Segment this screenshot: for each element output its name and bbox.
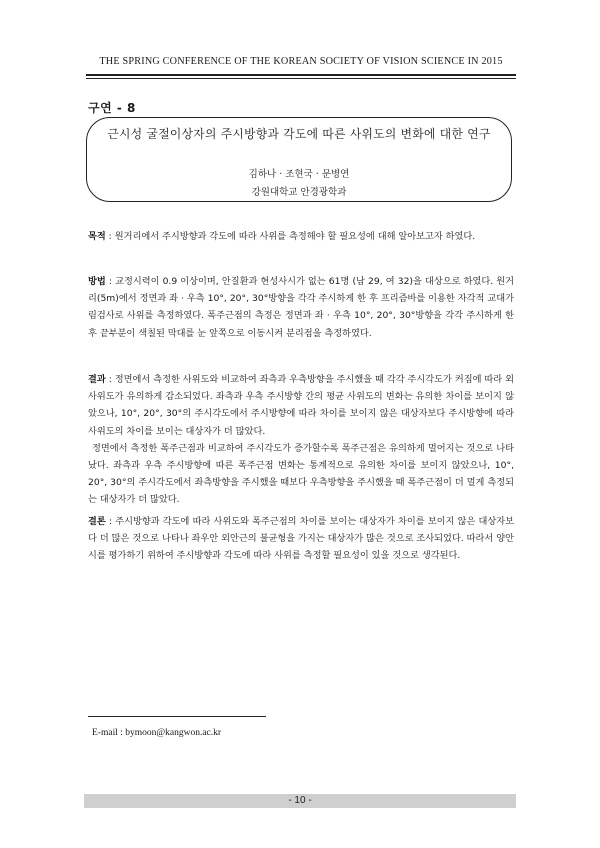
title-box	[86, 117, 512, 202]
section-result	[88, 371, 514, 509]
section-conclusion-text: 주시방향과 각도에 따라 사위도와 폭주근점의 차이를 보이는 대상자가 차이를 보이지 않은 대상자보다 더 많은 것으로 나타나 좌우안 외안근의 불균형을 가지는 대상자가 많은 것으로 조사되었다. 따라서 양안시를 평가하기 위하여 주시방향과 각도에 따라 사위를 측정할 필요성이 있을 것으로 생각된다.	[88, 516, 514, 562]
section-purpose	[88, 228, 514, 245]
section-result-label: 결과	[88, 374, 106, 385]
section-purpose-text: 원거리에서 주시방향과 각도에 따라 사위를 측정해야 할 필요성에 대해 알아보고자 하였다.	[114, 231, 476, 242]
header-rule-thick	[86, 74, 516, 76]
section-conclusion-label: 결론	[88, 516, 106, 527]
section-conclusion	[88, 513, 514, 565]
section-result-text2: 정면에서 측정한 폭주근점과 비교하여 주시각도가 증가할수록 폭주근점은 유의하게 멀어지는 것으로 나타났다. 좌측과 우측 주시방향에 따른 폭주근점 변화는 통계적으로 유의한 차이를 보이지 않았으나, 10°, 20°, 30°의 주시각도에서 좌측방향을 주시했을 때보다 우측방향을 주시했을 때 폭주근점이 더 멀게 측정되는 대상자가 더 많았다.	[88, 442, 514, 506]
paper-authors: 김하나 · 조현국 · 문병연	[248, 169, 350, 180]
section-separator: :	[105, 516, 116, 527]
section-method-label: 방법	[88, 276, 106, 287]
page-number-bar	[84, 794, 516, 808]
conference-header: THE SPRING CONFERENCE OF THE KOREAN SOCIETY OF VISION SCIENCE IN 2015	[99, 56, 503, 67]
header-rule-thin	[86, 78, 516, 79]
section-method-text: 교정시력이 0.9 이상이며, 안질환과 현성사시가 없는 61명 (남 29, 여 32)을 대상으로 하였다. 원거리(5m)에서 정면과 좌 · 우측 10°, 20°, 30°방향을 각각 주시하게 한 후 프리즘바를 이용한 자각적 교대가림검사로 사위를 측정하였다. 폭주근점의 측정은 정면과 좌 · 우측 10°, 20°, 30°방향을 각각 주시하게 한 후 끝부분이 색칠된 막대를 눈 앞쪽으로 이동시켜 분리점을 측정하였다.	[88, 276, 515, 339]
section-purpose-label: 목적	[88, 231, 106, 242]
footnote-rule	[88, 716, 266, 717]
section-separator: :	[105, 374, 115, 385]
section-separator: :	[105, 276, 116, 287]
section-method	[88, 273, 514, 342]
section-result-text: 정면에서 측정한 사위도와 비교하여 좌측과 우측방향을 주시했을 때 각각 주시각도가 커짐에 따라 외사위도가 유의하게 감소되었다. 좌측과 우측 주시방향 간의 평균 사위도의 변화는 유의한 차이를 보이지 않았으나, 10°, 20°, 30°의 주시각도에서 주시방향에 따라 차이를 보이지 않은 대상자보다 주시방향에 따라 사위도의 차이를 보이는 대상자가 더 많았다.	[88, 374, 514, 437]
footnote-email: E-mail : bymoon@kangwon.ac.kr	[92, 728, 222, 738]
paper-title: 근시성 굴절이상자의 주시방향과 각도에 따른 사위도의 변화에 대한 연구	[107, 127, 491, 141]
paper-affiliation: 강원대학교 안경광학과	[251, 187, 347, 198]
session-label: 구연 - 8	[88, 101, 136, 115]
page-number: - 10 -	[288, 795, 312, 806]
section-separator: :	[105, 231, 115, 242]
